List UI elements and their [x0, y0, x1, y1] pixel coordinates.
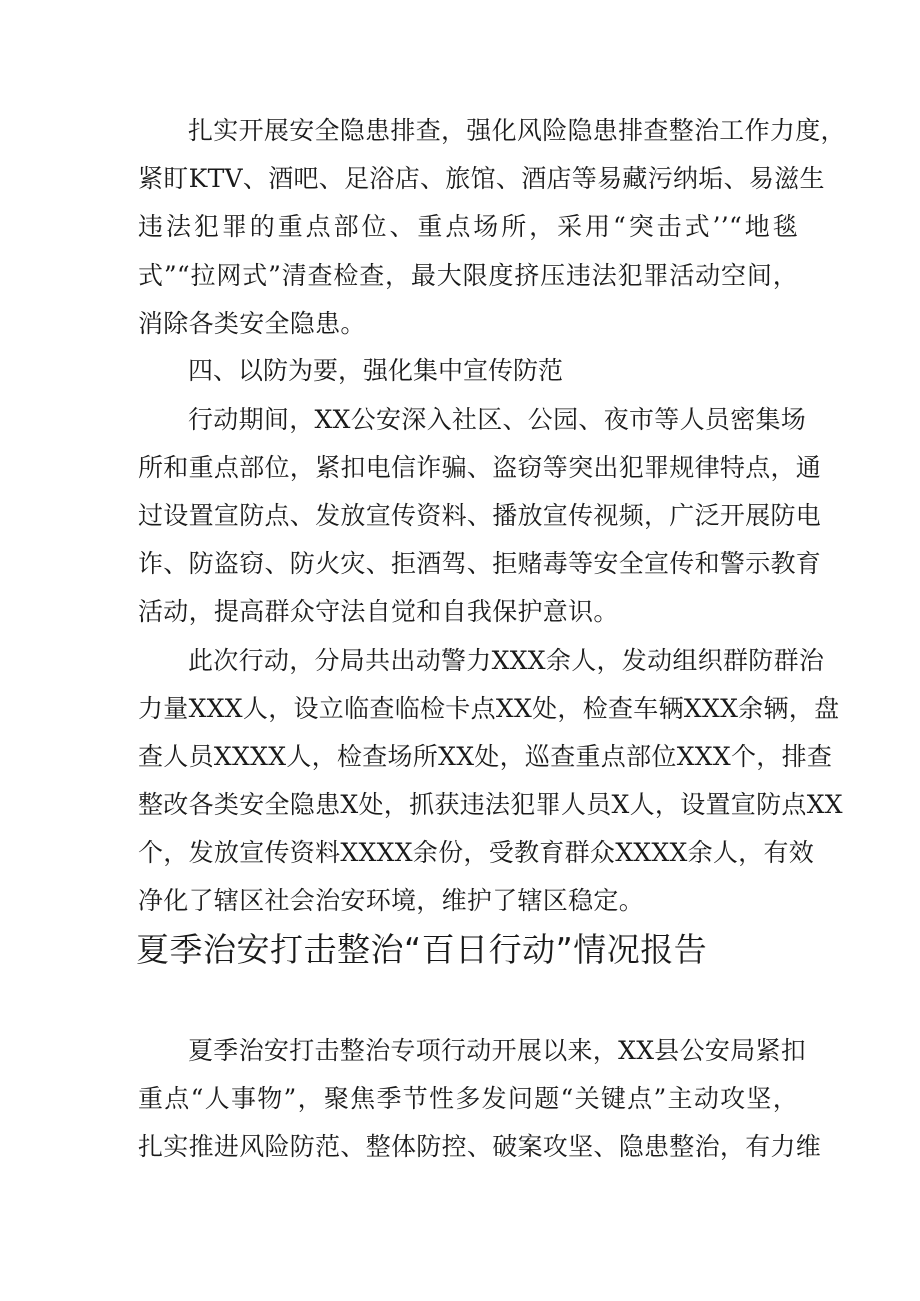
paragraph-line: 扎实推进风险防范、整体防控、破案攻坚、隐患整治，有力维: [138, 1132, 822, 1161]
paragraph-line: 所和重点部位，紧扣电信诈骗、盗窃等突出犯罪规律特点，通: [138, 453, 822, 482]
paragraph-line: 过设置宣防点、发放宣传资料、播放宣传视频，广泛开展防电: [138, 501, 822, 530]
paragraph-line: 夏季治安打击整治专项行动开展以来，XX县公安局紧扣: [188, 1036, 807, 1065]
paragraph-line: 查人员XXXX人，检查场所XX处，巡查重点部位XXX个，排查: [138, 742, 833, 771]
paragraph-line: 诈、防盗窃、防火灾、拒酒驾、拒赌毒等安全宣传和警示教育: [138, 549, 822, 578]
section-heading: 四、以防为要，强化集中宣传防范: [188, 356, 564, 385]
paragraph-line: 违法犯罪的重点部位、重点场所，采用“突击式’’“地毯: [138, 212, 798, 241]
paragraph-line: 活动，提高群众守法自觉和自我保护意识。: [138, 597, 619, 626]
paragraph-line: 重点“人事物”，聚焦季节性多发问题“关键点”主动攻坚，: [138, 1084, 798, 1113]
paragraph-line: 整改各类安全隐患X处，抓获违法犯罪人员X人，设置宣防点XX: [138, 790, 843, 819]
paragraph-line: 消除各类安全隐患。: [138, 309, 366, 338]
paragraph-line: 紧盯KTV、酒吧、足浴店、旅馆、酒店等易藏污纳垢、易滋生: [138, 164, 825, 193]
paragraph-line: 净化了辖区社会治安环境，维护了辖区稳定。: [138, 886, 645, 915]
paragraph-line: 个，发放宣传资料XXXX余份，受教育群众XXXX余人，有效: [138, 838, 815, 867]
paragraph-line: 力量XXX人，设立临查临检卡点XX处，检查车辆XXX余辆，盘: [138, 694, 840, 723]
paragraph-line: 行动期间，XX公安深入社区、公园、夜市等人员密集场: [188, 405, 807, 434]
paragraph-line: 此次行动，分局共出动警力XXX余人，发动组织群防群治: [188, 646, 825, 675]
paragraph-line: 扎实开展安全隐患排查，强化风险隐患排查整治工作力度，: [188, 116, 846, 145]
report-title: 夏季治安打击整治“百日行动”情况报告: [136, 930, 708, 969]
paragraph-line: 式”“拉网式”清查检查，最大限度挤压违法犯罪活动空间，: [138, 261, 798, 290]
